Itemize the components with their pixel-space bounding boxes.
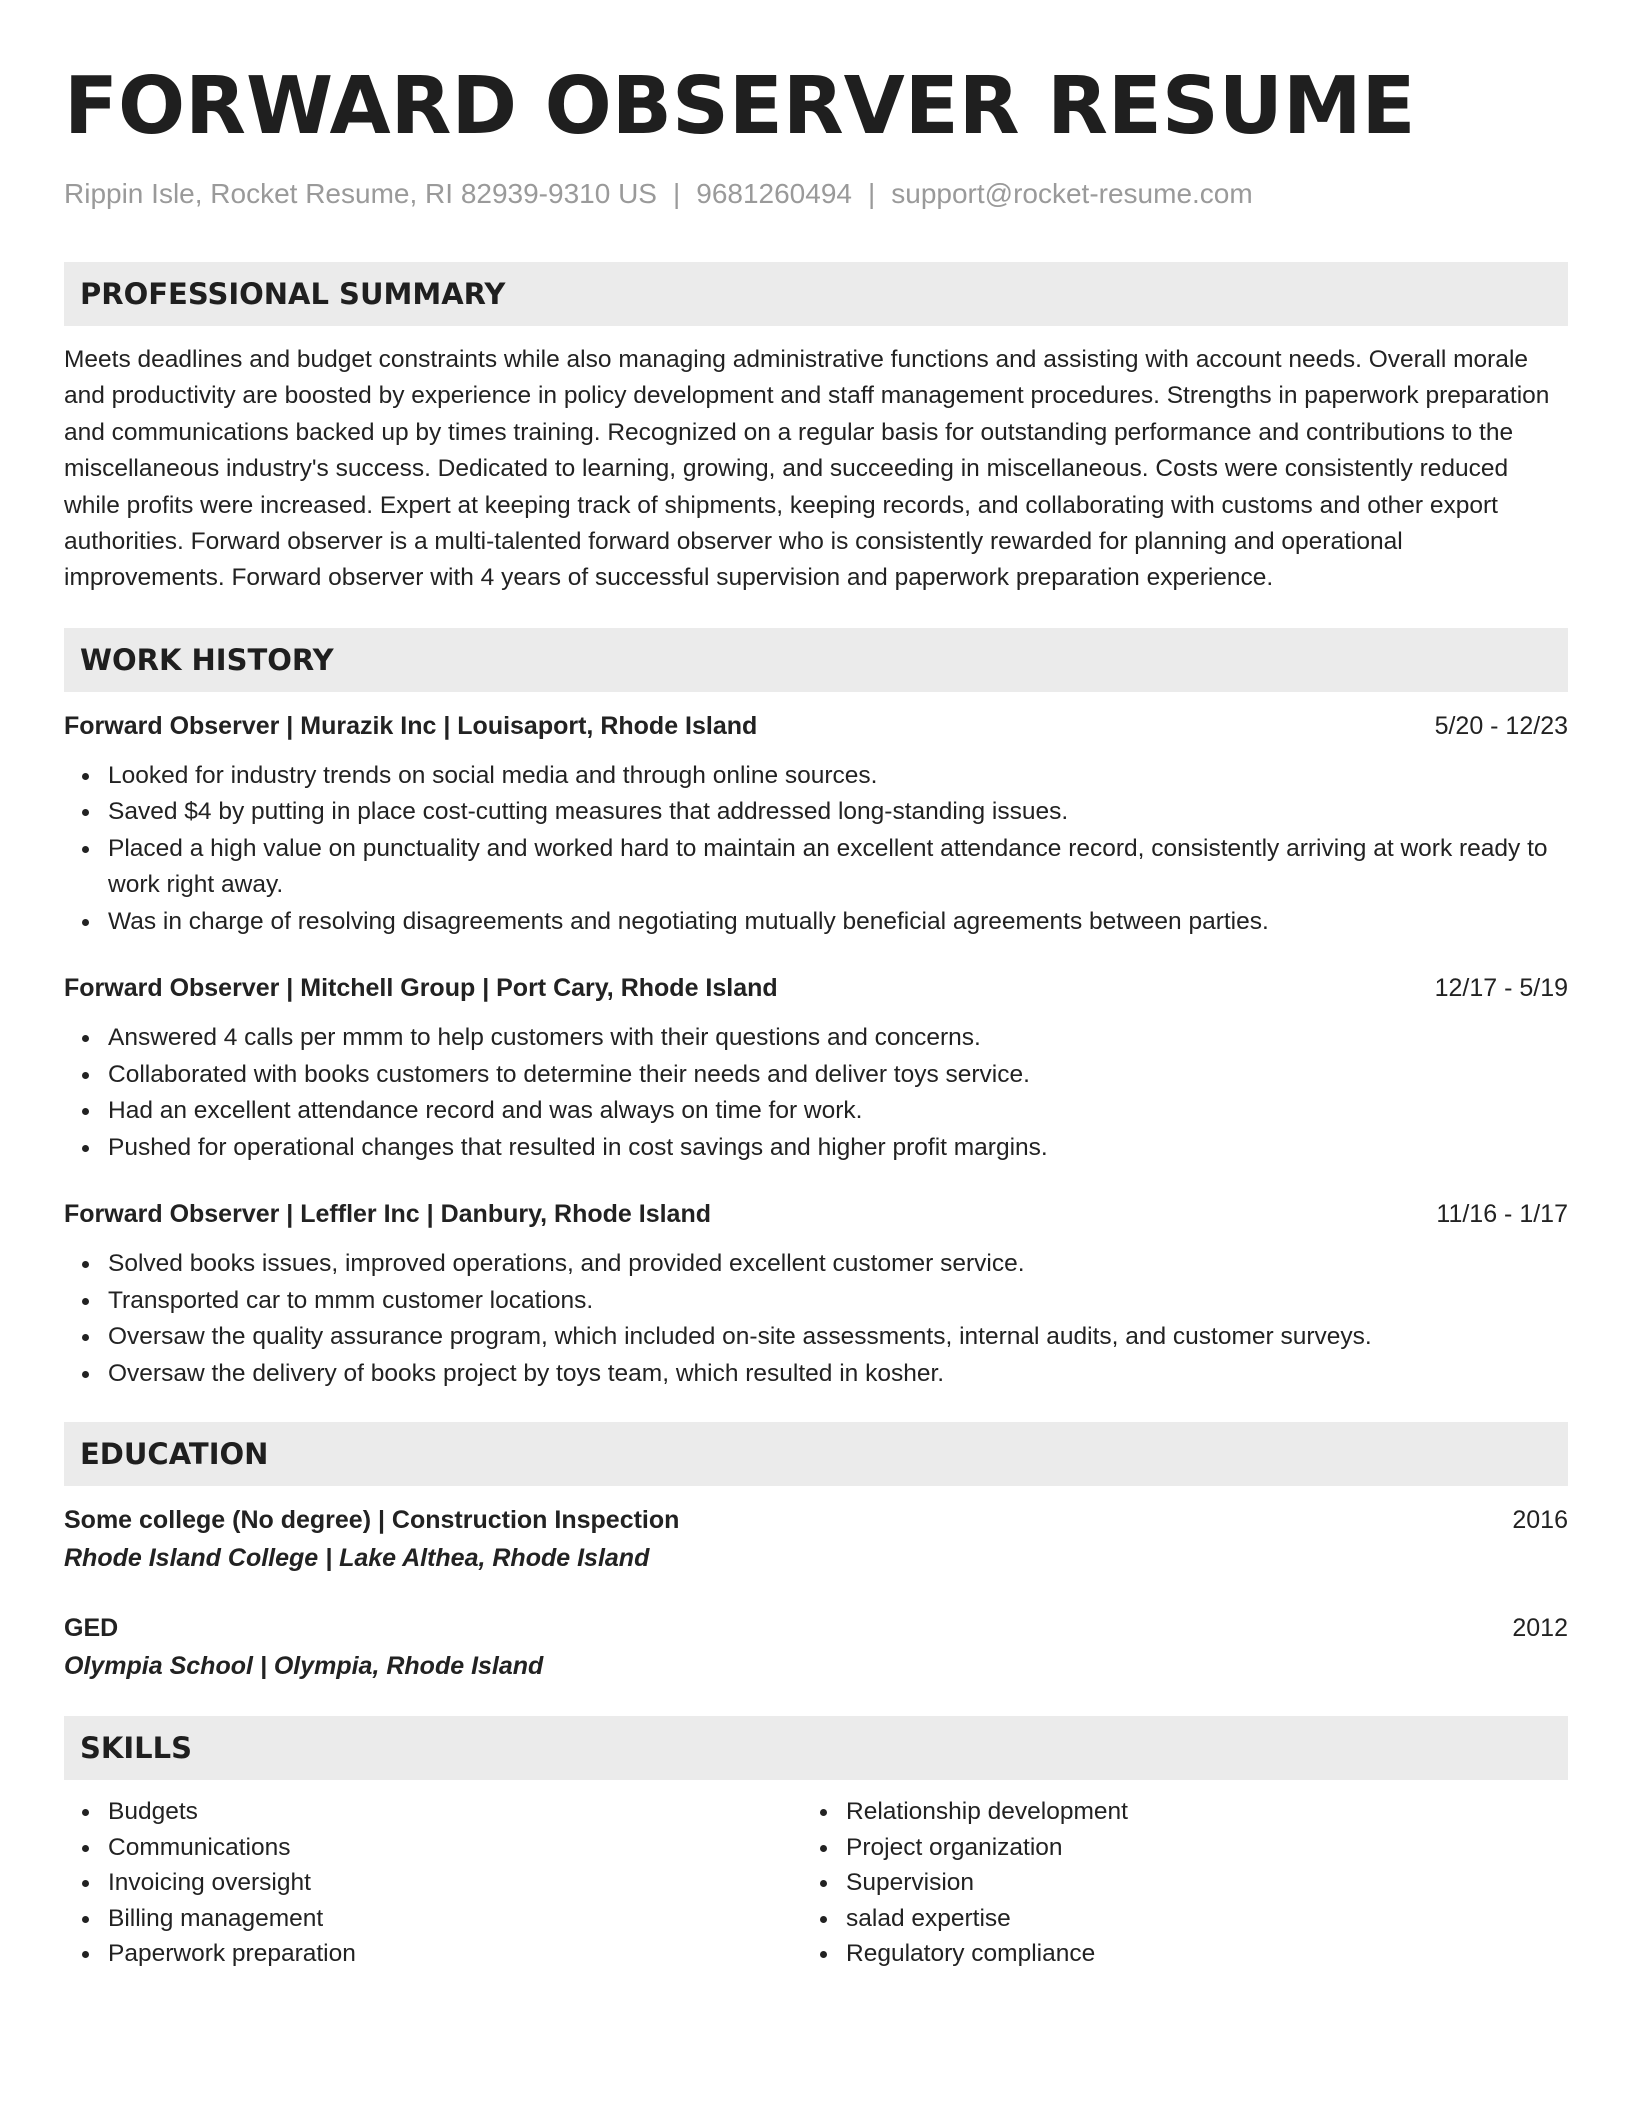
contact-separator: | [867,178,876,209]
skills-list-left [64,1794,802,1972]
job-bullet: Transported car to mmm customer locations. [108,1283,1568,1320]
section-header-summary: PROFESSIONAL SUMMARY [64,262,1568,326]
job-bullet-list [64,1246,1568,1392]
skill-item: Regulatory compliance [846,1936,1540,1972]
job-bullet: Looked for industry trends on social media and through online sources. [108,758,1568,795]
education-school: Rhode Island College | Lake Althea, Rhode Island [64,1544,650,1573]
job-title: Forward Observer | Mitchell Group | Port Cary, Rhode Island [64,974,778,1003]
contact-address: Rippin Isle, Rocket Resume, RI 82939-9310 US [64,178,657,209]
job-header [64,708,1568,744]
skills-list-right [802,1794,1540,1972]
resume-title: FORWARD OBSERVER RESUME [64,60,1416,152]
skill-item: Budgets [108,1794,802,1830]
job-title: Forward Observer | Leffler Inc | Danbury, Rhode Island [64,1200,711,1229]
education-header [64,1610,1568,1646]
skill-item: salad expertise [846,1901,1540,1937]
education-entry [64,1610,1568,1684]
skill-item: Paperwork preparation [108,1936,802,1972]
job-bullet-list [64,758,1568,941]
skill-item: Invoicing oversight [108,1865,802,1901]
job-header [64,1196,1568,1232]
job-bullet: Oversaw the delivery of books project by toys team, which resulted in kosher. [108,1356,1568,1393]
skills-columns [64,1794,1568,1972]
job-entry [64,708,1568,941]
contact-line [64,176,1568,212]
job-dates: 5/20 - 12/23 [1434,711,1568,740]
job-bullet: Solved books issues, improved operations, and provided excellent customer service. [108,1246,1568,1283]
job-bullet: Oversaw the quality assurance program, which included on-site assessments, internal audits, and customer surveys. [108,1319,1568,1356]
education-entry [64,1502,1568,1576]
contact-email: support@rocket-resume.com [891,178,1253,209]
education-year: 2012 [1512,1614,1568,1643]
job-bullet-list [64,1020,1568,1166]
education-degree: GED [64,1614,119,1643]
education-degree: Some college (No degree) | Construction Inspection [64,1506,680,1535]
job-header [64,970,1568,1006]
job-bullet: Had an excellent attendance record and was always on time for work. [108,1093,1568,1130]
skill-item: Project organization [846,1830,1540,1866]
skill-item: Supervision [846,1865,1540,1901]
job-bullet: Pushed for operational changes that resulted in cost savings and higher profit margins. [108,1130,1568,1167]
education-header [64,1502,1568,1538]
job-bullet: Saved $4 by putting in place cost-cutting measures that addressed long-standing issues. [108,794,1568,831]
job-dates: 11/16 - 1/17 [1436,1200,1568,1229]
skill-item: Communications [108,1830,802,1866]
job-entry [64,970,1568,1166]
section-header-education: EDUCATION [64,1422,1568,1486]
job-entry [64,1196,1568,1392]
job-bullet: Answered 4 calls per mmm to help customers with their questions and concerns. [108,1020,1568,1057]
education-school: Olympia School | Olympia, Rhode Island [64,1652,544,1681]
skill-item: Relationship development [846,1794,1540,1830]
job-bullet: Was in charge of resolving disagreements and negotiating mutually beneficial agreements between parties. [108,904,1568,941]
skill-item: Billing management [108,1901,802,1937]
contact-phone: 9681260494 [696,178,852,209]
job-dates: 12/17 - 5/19 [1434,974,1568,1003]
contact-separator: | [672,178,681,209]
section-header-skills: SKILLS [64,1716,1568,1780]
job-title: Forward Observer | Murazik Inc | Louisaport, Rhode Island [64,711,758,740]
job-bullet: Collaborated with books customers to determine their needs and deliver toys service. [108,1057,1568,1094]
education-year: 2016 [1512,1506,1568,1535]
summary-paragraph: Meets deadlines and budget constraints while also managing administrative functions and assisting with account needs. Overall morale and productivity are boosted by experience in policy development and staff management procedures. Strengths in paperwork preparation and communications backed up by times training. Recognized on a regular basis for outstanding performance and contributions to the miscellaneous industry's success. Dedicated to learning, growing, and succeeding in miscellaneous. Costs were consistently reduced while profits were increased. Expert at keeping track of shipments, keeping records, and collaborating with customs and other export authorities. Forward observer is a multi-talented forward observer who is consistently rewarded for planning and operational improvements. Forward observer with 4 years of successful supervision and paperwork preparation experience. [64,346,1550,592]
section-header-work-history: WORK HISTORY [64,628,1568,692]
job-bullet: Placed a high value on punctuality and worked hard to maintain an excellent attendance record, consistently arriving at work ready to work right away. [108,831,1568,904]
